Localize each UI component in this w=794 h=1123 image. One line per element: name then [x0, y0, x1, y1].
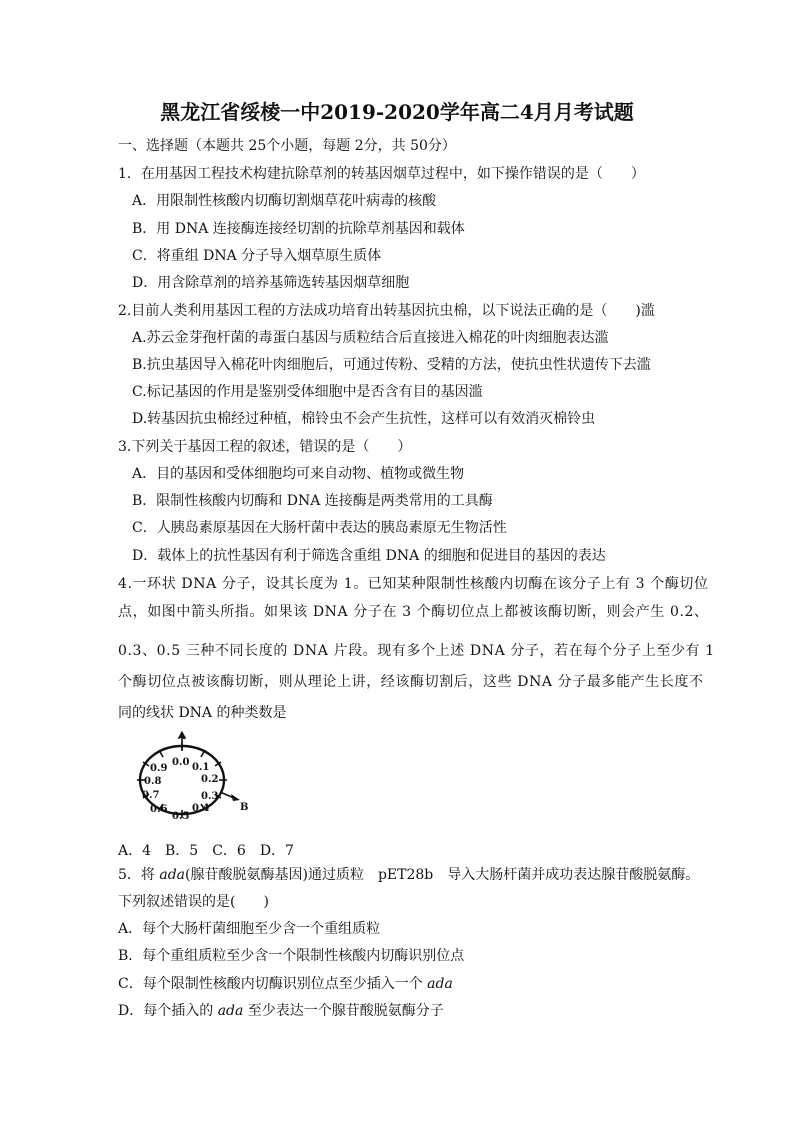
exam-title: 黑龙江省绥棱一中2019-2020学年高二4月月考试题 — [160, 100, 634, 124]
mark-0-1: 0.1 — [192, 762, 210, 773]
q3-option-c: C．人胰岛素原基因在大肠杆菌中表达的胰岛素原无生物活性 — [132, 520, 507, 536]
q5-option-c — [118, 975, 453, 993]
q4-line-3: 0.3、0.5 三种不同长度的 DNA 片段。现有多个上述 DNA 分子，若在每个分子上至少有 1 — [118, 643, 715, 659]
mark-0-4: 0.4 — [192, 803, 210, 814]
q5-option-d — [118, 1002, 444, 1020]
q5-option-d-rest: 至少表达一个腺苷酸脱氨酶分子 — [243, 1003, 444, 1019]
q4-line-5: 同的线状 DNA 的种类数是 — [118, 705, 287, 721]
mark-0-5: 0.5 — [172, 811, 190, 822]
q3-option-a: A．目的基因和受体细胞均可来自动物、植物或微生物 — [132, 466, 465, 482]
q5-line-1-rest: (腺苷酸脱氨酶基因)通过质粒 pET28b 导入大肠杆菌并成功表达腺苷酸脱氨酶。 — [185, 867, 700, 883]
q4-line-2: 点，如图中箭头所指。如果该 DNA 分子在 3 个酶切位点上都被该酶切断，则会产生 0.2、 — [118, 604, 709, 620]
q5-line-1 — [118, 866, 699, 884]
q3-option-b: B．限制性核酸内切酶和 DNA 连接酶是两类常用的工具酶 — [132, 493, 493, 509]
mark-0-9: 0.9 — [150, 763, 168, 774]
site-a-label: A — [178, 731, 186, 742]
mark-0-7: 0.7 — [142, 790, 160, 801]
q5-number: 5．将 — [118, 867, 160, 883]
site-b-label: B — [240, 802, 249, 813]
q2-stem: 2.目前人类利用基因工程的方法成功培育出转基因抗虫棉，以下说法正确的是（ )滥 — [118, 303, 655, 319]
q2-option-d: D.转基因抗虫棉经过种植，棉铃虫不会产生抗性，这样可以有效消灭棉铃虫 — [132, 411, 596, 427]
q4-line-4: 个酶切位点被该酶切断，则从理论上讲，经该酶切割后，这些 DNA 分子最多能产生长度不 — [118, 674, 704, 690]
q1-stem: 1．在用基因工程技术构建抗除草剂的转基因烟草过程中，如下操作错误的是（ ） — [118, 166, 645, 182]
q1-option-c: C．将重组 DNA 分子导入烟草原生质体 — [132, 248, 382, 264]
q2-option-a: A.苏云金芽孢杆菌的毒蛋白基因与质粒结合后直接进入棉花的叶肉细胞表达滥 — [132, 330, 609, 346]
q2-option-c: C.标记基因的作用是鉴别受体细胞中是否含有目的基因滥 — [132, 384, 483, 400]
mark-0-3: 0.3 — [201, 791, 219, 802]
q5-option-d-text: D．每个插入的 — [118, 1003, 218, 1019]
circular-dna-diagram — [128, 728, 252, 828]
mark-0-6: 0.6 — [150, 804, 168, 815]
mark-0-2: 0.2 — [201, 774, 219, 785]
mark-0-8: 0.8 — [144, 776, 162, 787]
site-b-arrowhead — [231, 794, 240, 801]
ada-term: ada — [427, 976, 453, 992]
ada-term: ada — [159, 867, 186, 883]
q1-option-b: B．用 DNA 连接酶连接经切割的抗除草剂基因和载体 — [132, 221, 465, 237]
section-heading: 一、选择题（本题共 25个小题，每题 2分，共 50分） — [118, 138, 456, 154]
mark-0-0: 0.0 — [172, 757, 190, 768]
q4-options: A．4 B．5 C．6 D．7 — [118, 843, 294, 859]
q2-option-b: B.抗虫基因导入棉花叶肉细胞后，可通过传粉、受精的方法，使抗虫性状遗传下去滥 — [132, 357, 651, 373]
q3-stem: 3.下列关于基因工程的叙述，错误的是（ ） — [118, 439, 412, 455]
q5-option-b: B．每个重组质粒至少含一个限制性核酸内切酶识别位点 — [118, 948, 465, 964]
q4-line-1: 4.一环状 DNA 分子，设其长度为 1。已知某种限制性核酸内切酶在该分子上有 3 个酶切位 — [118, 576, 709, 592]
q1-option-d: D．用含除草剂的培养基筛选转基因烟草细胞 — [132, 275, 410, 291]
q5-option-c-text: C．每个限制性核酸内切酶识别位点至少插入一个 — [118, 976, 428, 992]
q5-line-2: 下列叙述错误的是( ) — [118, 894, 269, 910]
q1-option-a: A．用限制性核酸内切酶切割烟草花叶病毒的核酸 — [132, 193, 437, 209]
ada-term: ada — [217, 1003, 244, 1019]
q3-option-d: D．载体上的抗性基因有利于筛选含重组 DNA 的细胞和促进目的基因的表达 — [132, 548, 606, 564]
q5-option-a: A．每个大肠杆菌细胞至少含一个重组质粒 — [118, 921, 381, 937]
